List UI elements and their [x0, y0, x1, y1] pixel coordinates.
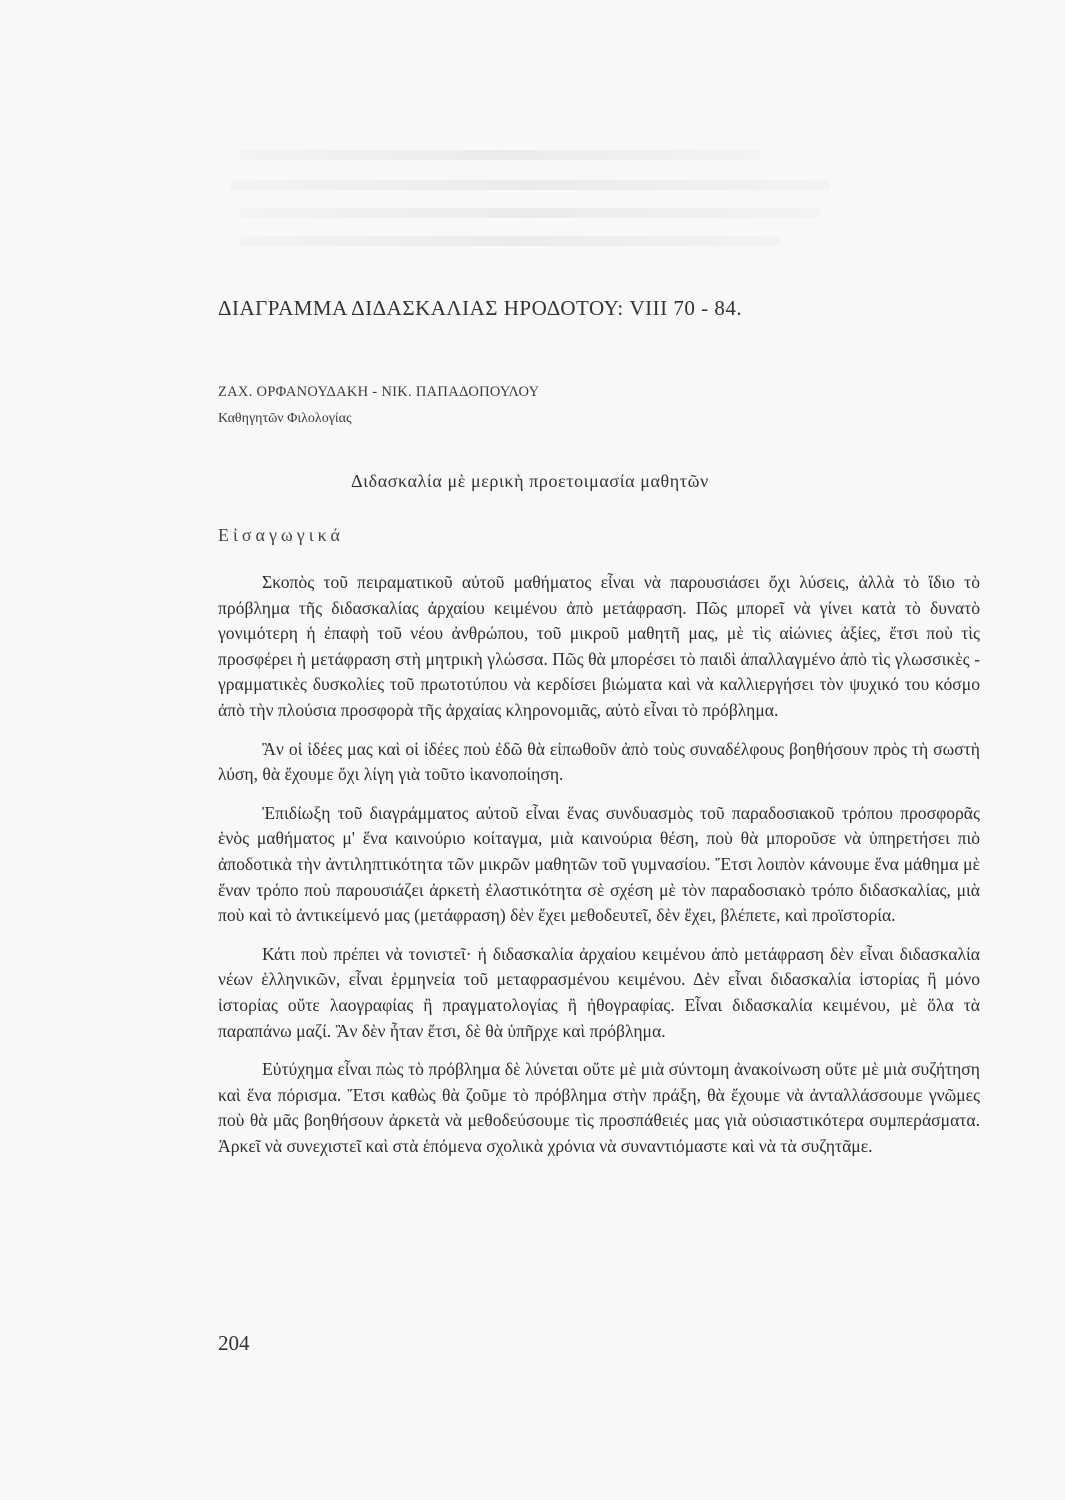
paragraph: Ἐπιδίωξη τοῦ διαγράμματος αὐτοῦ εἶναι ἕνας συνδυασμὸς τοῦ παραδοσιακοῦ τρόπου προσφορᾶς ἑνὸς μαθήματος μ' ἕνα καινούριο κοίταγμα, μιὰ καινούρια θέση, ποὺ θὰ μποροῦσε νὰ ὑπηρετήσει πιὸ ἀποδοτικὰ τὴν ἀντιληπτικότητα τῶν μικρῶν μαθητῶν τοῦ γυμνασίου. Ἔτσι λοιπὸν κάνουμε ἕνα μάθημα μὲ ἕναν τρόπο ποὺ παρουσιάζει ἀρκετὴ ἐλαστικότητα σὲ σχέση μὲ τὸν παραδοσιακὸ τρόπο διδασκαλίας, μιὰ ποὺ καὶ τὸ ἀντικείμενό μας (μετάφραση) δὲν ἔχει μεθοδευτεῖ, δὲν ἔχει, βλέπετε, καὶ προϊστορία.	[218, 802, 980, 926]
section-heading: Εἰσαγωγικά	[218, 525, 344, 545]
paragraph: Κάτι ποὺ πρέπει νὰ τονιστεῖ· ἡ διδασκαλία ἀρχαίου κειμένου ἀπὸ μετάφραση δὲν εἶναι διδασκαλία νέων ἑλληνικῶν, εἶναι ἑρμηνεία τοῦ μεταφρασμένου κειμένου. Δὲν εἶναι διδασκαλία ἱστορίας ἢ μόνο ἱστορίας οὔτε λαογραφίας ἢ πραγματολογίας ἢ ἠθογραφίας. Εἶναι διδασκαλία κειμένου, μὲ ὅλα τὰ παραπάνω μαζί. Ἂν δὲν ἦταν ἔτσι, δὲ θὰ ὑπῆρχε καὶ πρόβλημα.	[218, 943, 980, 1041]
authors-role: Καθηγητῶν Φιλολογίας	[218, 411, 352, 426]
document-subtitle: Διδασκαλία μὲ μερικὴ προετοιμασία μαθητῶν	[351, 471, 709, 491]
authors-line: ΖΑΧ. ΟΡΦΑΝΟΥΔΑΚΗ - ΝΙΚ. ΠΑΠΑΔΟΠΟΥΛΟΥ	[218, 384, 540, 400]
paragraph: Ἂν οἱ ἰδέες μας καὶ οἱ ἰδέες ποὺ ἐδῶ θὰ εἰπωθοῦν ἀπὸ τοὺς συναδέλφους βοηθήσουν πρὸς τὴ σωστὴ λύση, θὰ ἔχουμε ὄχι λίγη γιὰ τοῦτο ἱκανοποίηση.	[218, 738, 980, 785]
paragraph: Σκοπὸς τοῦ πειραματικοῦ αὐτοῦ μαθήματος εἶναι νὰ παρουσιάσει ὄχι λύσεις, ἀλλὰ τὸ ἴδιο τὸ πρόβλημα τῆς διδασκαλίας ἀρχαίου κειμένου ἀπὸ μετάφραση. Πῶς μπορεῖ νὰ γίνει κατὰ τὸ δυνατὸ γονιμότερη ἡ ἐπαφὴ τοῦ νέου ἀνθρώπου, τοῦ μικροῦ μαθητῆ μας, μὲ τὶς αἰώνιες ἀξίες, ἔτσι ποὺ τὶς προσφέρει ἡ μετάφραση στὴ μητρικὴ γλώσσα. Πῶς θὰ μπορέσει τὸ παιδὶ ἀπαλλαγμένο ἀπὸ τὶς γλωσσικὲς - γραμματικὲς δυσκολίες τοῦ πρωτοτύπου νὰ κερδίσει βιώματα καὶ νὰ καλλιεργήσει τὸν ψυχικό του κόσμο ἀπὸ τὴν πλούσια προσφορὰ τῆς ἀρχαίας κληρονομιᾶς, αὐτὸ εἶναι τὸ πρόβλημα.	[218, 572, 980, 720]
body-text	[218, 570, 980, 1172]
bleed-through-mark	[230, 180, 830, 190]
bleed-through-mark	[240, 208, 820, 218]
document-title: ΔΙΑΓΡΑΜΜΑ ΔΙΔΑΣΚΑΛΙΑΣ ΗΡΟΔΟΤΟΥ: VIII 70 - 84.	[218, 296, 743, 320]
paragraph: Εὐτύχημα εἶναι πὼς τὸ πρόβλημα δὲ λύνεται οὔτε μὲ μιὰ σύντομη ἀνακοίνωση οὔτε μὲ μιὰ συζήτηση καὶ ἕνα πόρισμα. Ἔτσι καθὼς θὰ ζοῦμε τὸ πρόβλημα στὴν πράξη, θὰ ἔχουμε νὰ ἀνταλλάσσουμε γνῶμες ποὺ θὰ μᾶς βοηθήσουν ἀρκετὰ νὰ μεθοδεύσουμε τὶς προσπάθειές μας γιὰ οὐσιαστικότερα συμπεράσματα. Ἀρκεῖ νὰ συνεχιστεῖ καὶ στὰ ἑπόμενα σχολικὰ χρόνια νὰ συναντιόμαστε καὶ νὰ τὰ συζητᾶμε.	[218, 1059, 980, 1156]
page-number: 204	[218, 1331, 250, 1355]
bleed-through-mark	[240, 236, 780, 246]
bleed-through-mark	[240, 150, 760, 160]
